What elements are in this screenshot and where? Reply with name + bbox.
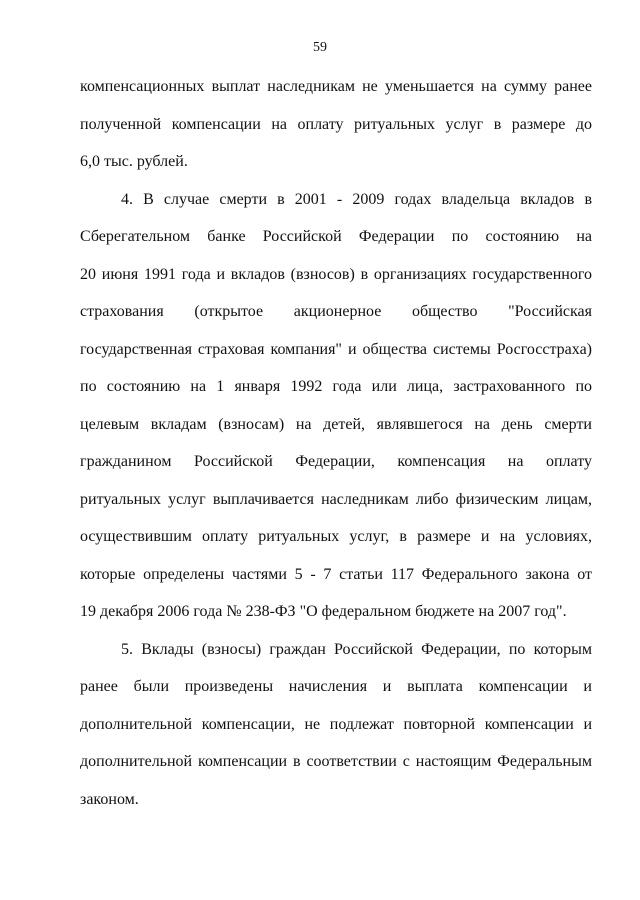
text-line: 6,0 тыс. рублей. bbox=[80, 153, 188, 170]
text-line: которые определены частями 5 - 7 статьи 117 Федерального закона от bbox=[80, 565, 592, 583]
text-line: 19 декабря 2006 года № 238-ФЗ "О федеральном бюджете на 2007 год". bbox=[80, 603, 567, 620]
text-line: компенсационных выплат наследникам не уменьшается на сумму ранее bbox=[80, 78, 592, 95]
text-line: целевым вкладам (взносам) на детей, являвшегося на день смерти bbox=[80, 415, 592, 433]
text-line: по состоянию на 1 января 1992 года или лица, застрахованного по bbox=[80, 378, 592, 395]
paragraph-item-4 bbox=[80, 181, 592, 631]
text-line: 4. В случае смерти в 2001 - 2009 годах владельца вкладов в bbox=[121, 190, 592, 208]
text-line: 20 июня 1991 года и вкладов (взносов) в организациях государственного bbox=[80, 265, 592, 283]
text-line: дополнительной компенсации, не подлежат повторной компенсации и bbox=[80, 715, 592, 733]
text-line: Сберегательном банке Российской Федерации по состоянию на bbox=[80, 228, 592, 245]
text-line: 5. Вклады (взносы) граждан Российской Федерации, по которым bbox=[121, 640, 592, 658]
text-line: полученной компенсации на оплату ритуальных услуг в размере до bbox=[80, 115, 592, 133]
body-text bbox=[80, 68, 592, 818]
text-line: государственная страховая компания" и общества системы Росгосстраха) bbox=[80, 340, 592, 358]
text-line: гражданином Российской Федерации, компенсация на оплату bbox=[80, 453, 592, 470]
text-line: дополнительной компенсации в соответствии с настоящим Федеральным bbox=[80, 753, 592, 770]
page-number: 59 bbox=[313, 40, 327, 55]
text-line: ранее были произведены начисления и выплата компенсации и bbox=[80, 678, 592, 695]
text-line: осуществившим оплату ритуальных услуг, в размере и на условиях, bbox=[80, 528, 592, 545]
paragraph-continuation bbox=[80, 68, 592, 181]
text-line: страхования (открытое акционерное общество "Российская bbox=[80, 303, 592, 320]
paragraph-item-5 bbox=[80, 631, 592, 819]
text-line: законом. bbox=[80, 790, 139, 808]
text-line: ритуальных услуг выплачивается наследникам либо физическим лицам, bbox=[80, 490, 592, 508]
